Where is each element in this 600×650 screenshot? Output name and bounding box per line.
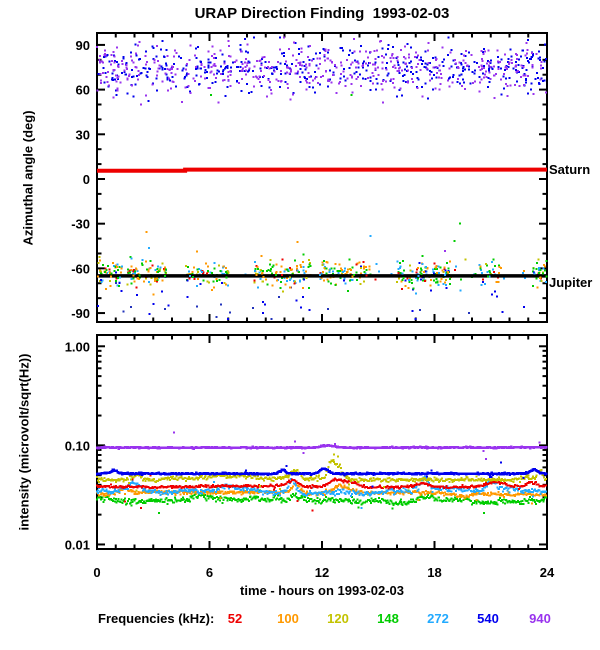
legend-entry-540kHz: 540 [477,611,499,626]
y-tick-label: -90 [71,306,90,322]
x-axis-label: time - hours on 1993-02-03 [240,583,404,598]
saturn-line-label: Saturn [549,162,591,177]
x-tick-label: 24 [539,565,555,580]
scatter-points [96,37,547,106]
x-tick-labels [93,565,555,580]
y-tick-label: 0.01 [64,537,90,553]
azimuth-y-axis-label: Azimuthal angle (deg) [20,110,36,246]
y-tick-label: 60 [75,82,90,98]
y-tick-label: -60 [71,261,90,277]
legend-entry-940kHz: 940 [529,611,551,626]
series-940kHz [96,431,548,460]
axes-intensity [97,335,547,549]
y-tick-label: 0 [82,171,90,187]
legend-title: Frequencies (kHz): [98,611,215,626]
x-tick-label: 18 [427,565,442,580]
legend-entry-52kHz: 52 [227,611,243,626]
intensity-series-layer [96,431,548,514]
frequency-legend [0,611,600,631]
y-tick-label: 1.00 [64,339,90,355]
legend-entry-120kHz: 120 [327,611,349,626]
series-540kHz [96,461,548,487]
scatter-points [210,94,352,96]
legend-entry-100kHz: 100 [277,611,299,626]
scatter-points [148,235,371,249]
scatter-points [444,250,446,252]
reference-line-saturn [97,170,547,171]
scatter-points [382,102,384,104]
y-tick-labels-azimuth [71,38,90,321]
x-tick-label: 0 [93,565,101,580]
x-tick-label: 6 [205,565,214,580]
reference-lines [97,170,547,276]
legend-entry-272kHz: 272 [427,611,449,626]
chart-title: URAP Direction Finding 1993-02-03 [194,5,450,22]
jupiter-line-label: Jupiter [549,275,593,290]
scatter-points [146,231,299,253]
y-tick-label: 0.10 [64,438,90,454]
scatter-points [150,223,461,262]
legend-entry-148kHz: 148 [377,611,399,626]
y-tick-labels-intensity [65,339,90,552]
y-tick-label: 30 [75,127,90,143]
scatter-points [97,279,525,320]
intensity-y-axis-label: intensity (microvolt/sqrt(Hz)) [16,353,32,531]
y-tick-label: 90 [75,37,90,53]
scatter-points [115,282,470,320]
x-tick-label: 12 [314,565,330,580]
y-tick-label: -30 [71,216,90,232]
